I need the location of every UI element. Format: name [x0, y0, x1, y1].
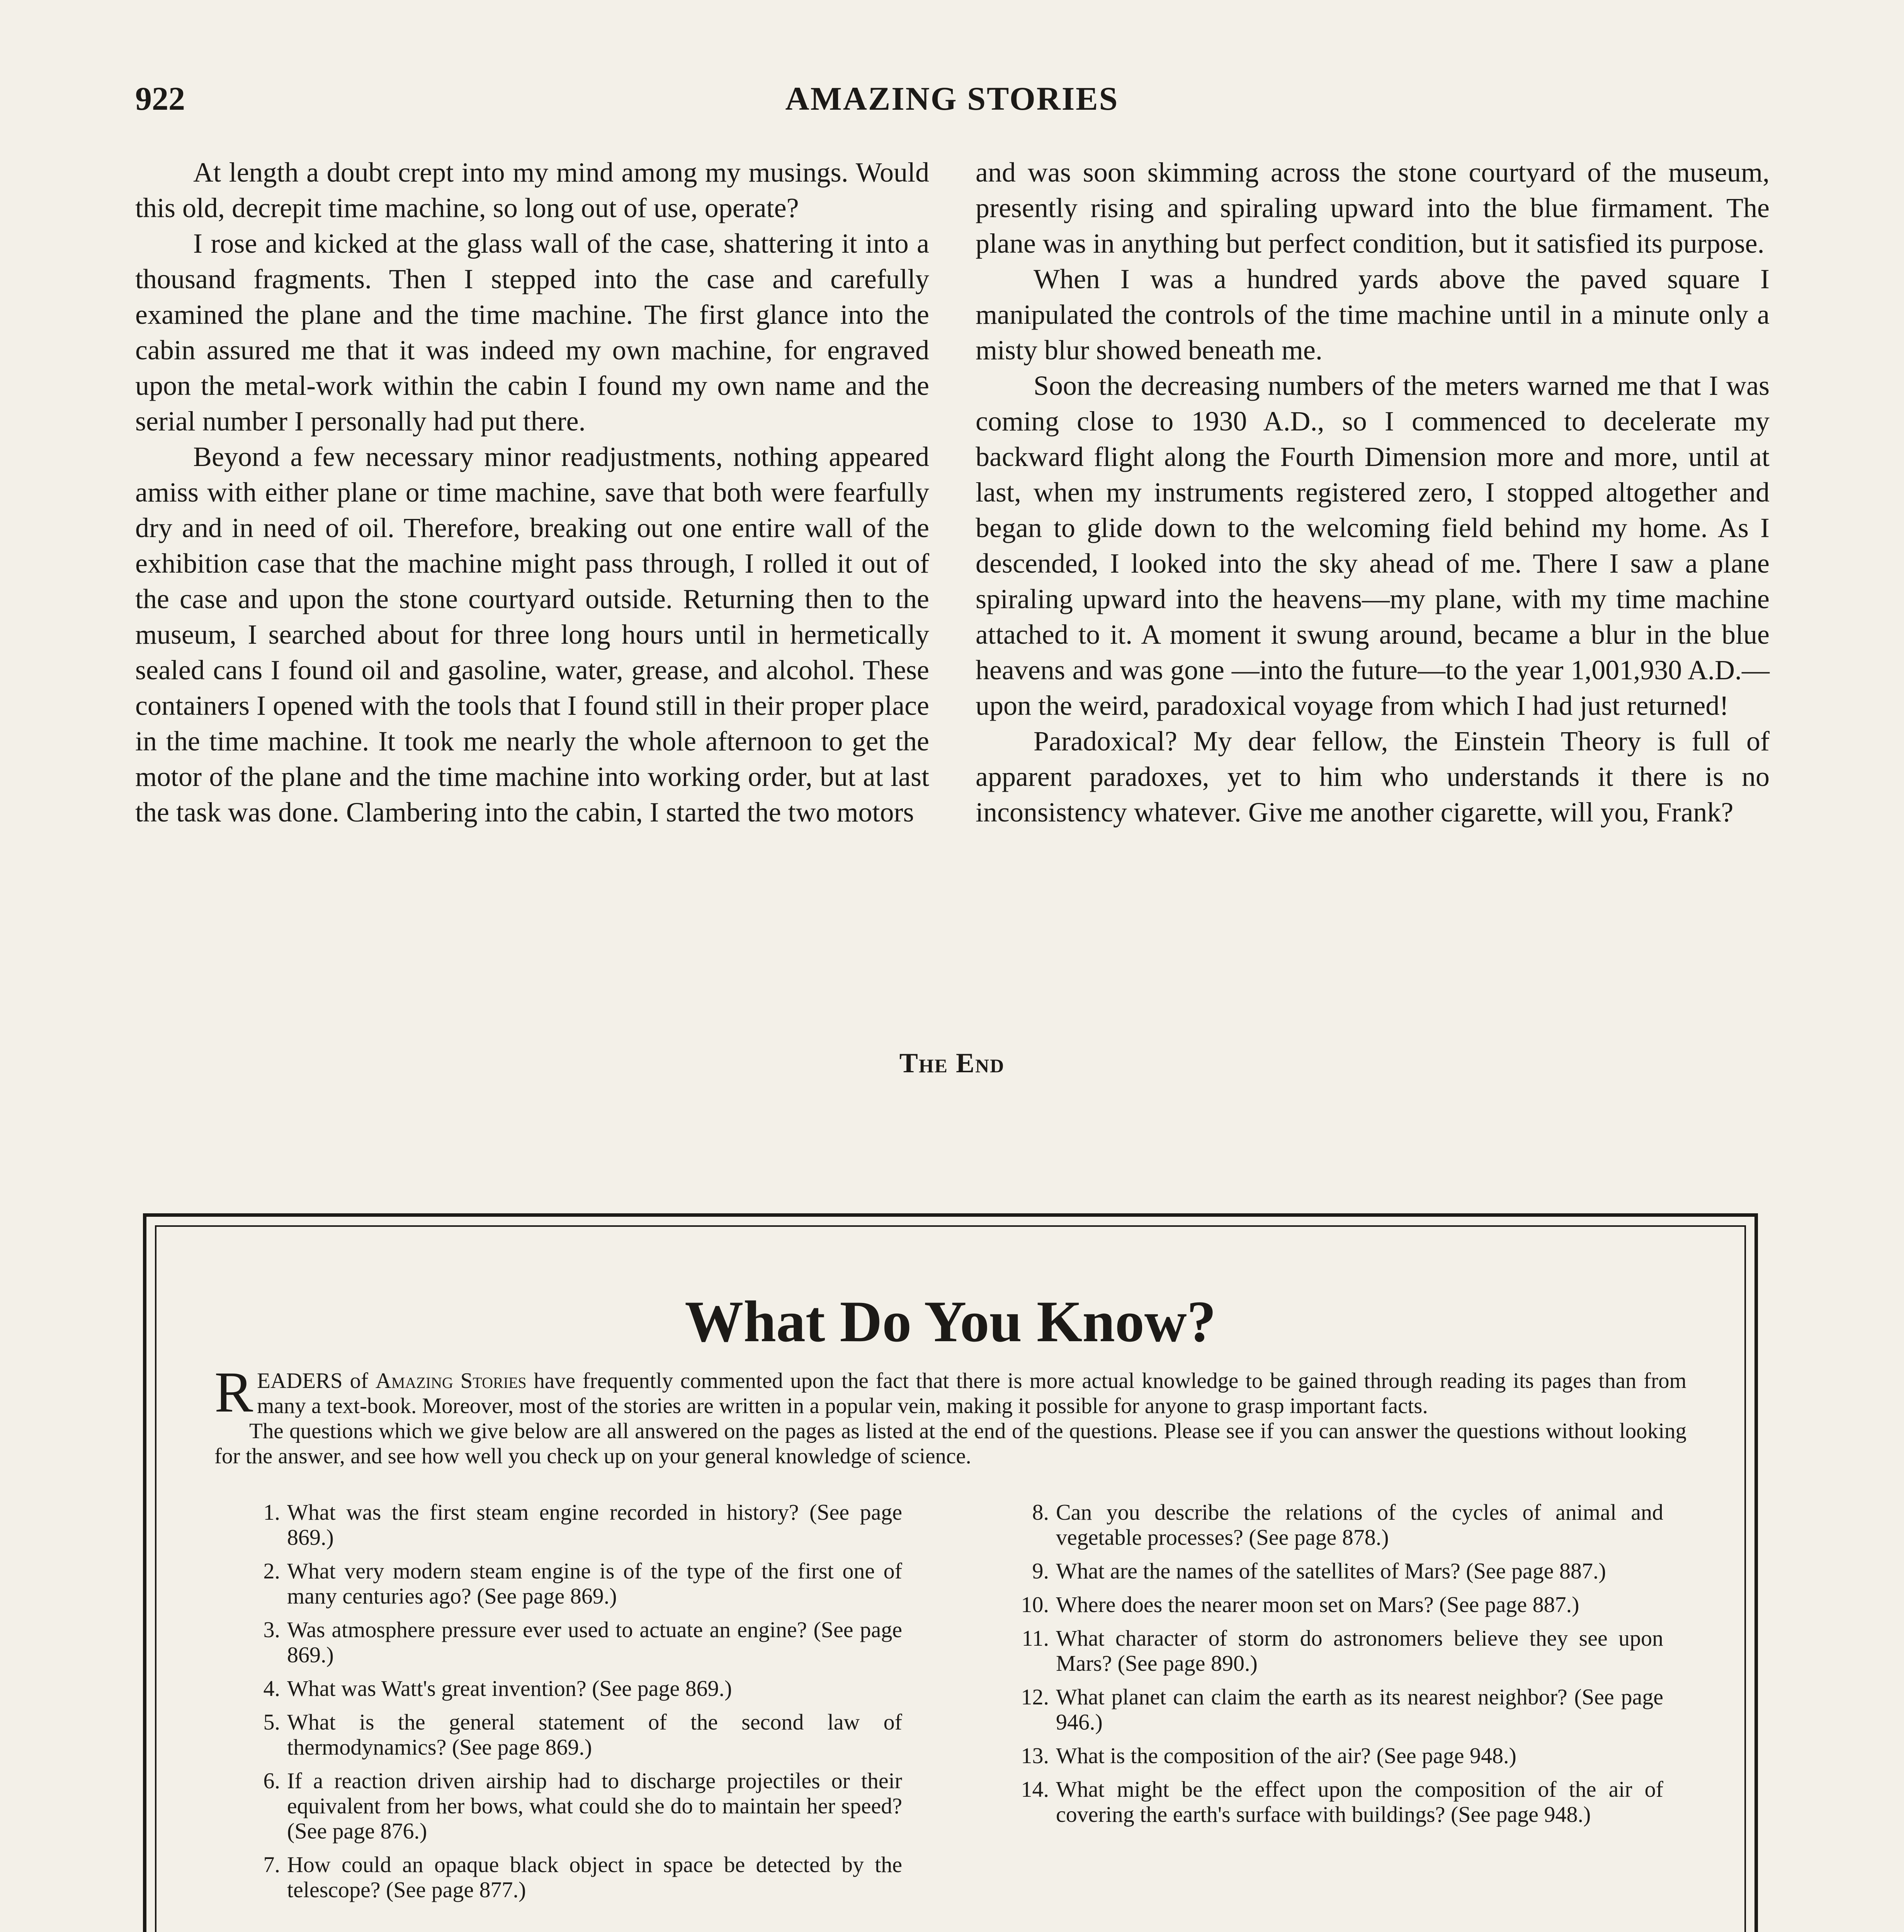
page-header — [135, 79, 1769, 126]
question-number: 3. — [263, 1617, 280, 1642]
question-column-right — [999, 1500, 1663, 1911]
quiz-dropcap: R — [214, 1360, 253, 1424]
question-number: 7. — [263, 1852, 280, 1877]
question-text: Where does the nearer moon set on Mars? (See page 887.) — [1056, 1592, 1579, 1617]
question-item — [238, 1676, 902, 1701]
question-item — [238, 1852, 902, 1902]
question-number: 9. — [1032, 1558, 1049, 1583]
story-right-column — [976, 155, 1770, 830]
question-column-left — [238, 1500, 902, 1911]
story-paragraph: Paradoxical? My dear fellow, the Einstein Theory is full of apparent paradoxes, yet to him who understands it there is no inconsistency whatever. Give me another cigarette, will you, Frank? — [976, 726, 1770, 828]
quiz-box-inner — [155, 1225, 1746, 1932]
quiz-intro-magazine: Amazing Stories — [375, 1369, 527, 1393]
question-text: What was the first steam engine recorded in history? (See page 869.) — [287, 1500, 902, 1550]
story-paragraph: Beyond a few necessary minor readjustments, nothing appeared amiss with either plane or time machine, save that both were fearfully dry and in need of oil. Therefore, breaking out one entire wall of the exhibition case that the machine might pass through, I rolled it out of the case and upon the stone courtyard outside. Returning then to the museum, I searched about for three long hours until in hermetically sealed cans I found oil and gasoline, water, grease, and alcohol. These containers I opened with the tools that I found still in their proper place in the time machine. It took me nearly the whole afternoon to get the motor of the plane and the time machine into working order, but at last the task was done. Clambering into the cabin, I started the two motors — [135, 441, 929, 828]
question-text: What planet can claim the earth as its nearest neighbor? (See page 946.) — [1056, 1684, 1663, 1735]
question-item — [999, 1743, 1663, 1768]
question-text: What character of storm do astronomers believe they see upon Mars? (See page 890.) — [1056, 1626, 1663, 1676]
question-text: What might be the effect upon the composition of the air of covering the earth's surface with buildings? (See page 948.) — [1056, 1777, 1663, 1827]
question-text: What was Watt's great invention? (See page 869.) — [287, 1676, 732, 1701]
quiz-title: What Do You Know? — [685, 1289, 1216, 1354]
story-paragraph: When I was a hundred yards above the paved square I manipulated the controls of the time machine until in a minute only a misty blur showed beneath me. — [976, 264, 1770, 366]
question-text: How could an opaque black object in space be detected by the telescope? (See page 877.) — [287, 1852, 902, 1902]
story-left-column — [135, 155, 929, 830]
question-item — [238, 1500, 902, 1550]
question-item — [238, 1768, 902, 1844]
quiz-intro-rest: have frequently commented upon the fact that there is more actual knowledge to be gained through reading its pages than from many a text-book. Moreover, most of the stories are written in a popular vein, making it possible for anyone to grasp important facts. — [257, 1369, 1686, 1418]
question-text: Was atmosphere pressure ever used to actuate an engine? (See page 869.) — [287, 1617, 902, 1667]
story-paragraph: and was soon skimming across the stone courtyard of the museum, presently rising and spiraling upward into the blue firmament. The plane was in anything but perfect condition, but it satisfied its purpose. — [976, 157, 1770, 259]
question-number: 5. — [263, 1709, 280, 1735]
question-item — [999, 1500, 1663, 1550]
the-end-label: The End — [899, 1048, 1005, 1078]
story-columns — [135, 155, 1770, 830]
story-paragraph: At length a doubt crept into my mind among my musings. Would this old, decrepit time machine, so long out of use, operate? — [135, 157, 929, 223]
quiz-instructions: The questions which we give below are all answered on the pages as listed at the end of the questions. Please see if you can answer the questions without looking for the answer, and see how well you check up on your general knowledge of science. — [214, 1419, 1686, 1468]
question-item — [999, 1558, 1663, 1583]
story-paragraph: Soon the decreasing numbers of the meters warned me that I was coming close to 1930 A.D., so I commenced to decelerate my backward flight along the Fourth Dimension more and more, until at last, when my instruments registered zero, I stopped altogether and began to glide down to the welcoming field behind my home. As I descended, I looked into the sky ahead of me. There I saw a plane spiraling upward into the heavens—my plane, with my time machine attached to it. A moment it swung around, became a blur in the blue heavens and was gone —into the future—to the year 1,001,930 A.D.—upon the weird, paradoxical voyage from which I had just returned! — [976, 370, 1770, 721]
question-item — [999, 1626, 1663, 1676]
question-number: 11. — [1022, 1626, 1049, 1651]
question-text: Can you describe the relations of the cycles of animal and vegetable processes? (See page 878.) — [1056, 1500, 1663, 1550]
quiz-intro-start: EADERS of — [257, 1369, 376, 1393]
quiz-intro — [214, 1360, 1686, 1424]
question-number: 4. — [263, 1676, 280, 1701]
question-item — [238, 1709, 902, 1760]
question-number: 12. — [1021, 1684, 1049, 1709]
question-item — [999, 1777, 1663, 1827]
question-item — [238, 1617, 902, 1667]
magazine-title: AMAZING STORIES — [785, 80, 1119, 117]
question-grid — [214, 1500, 1686, 1911]
page-number: 922 — [135, 80, 185, 117]
quiz-box — [143, 1213, 1758, 1932]
question-text: What are the names of the satellites of Mars? (See page 887.) — [1056, 1558, 1606, 1583]
question-number: 13. — [1021, 1743, 1049, 1768]
question-number: 6. — [263, 1768, 280, 1793]
question-number: 1. — [263, 1500, 280, 1525]
question-number: 2. — [263, 1558, 280, 1583]
question-text: What very modern steam engine is of the type of the first one of many centuries ago? (See page 869.) — [287, 1558, 902, 1609]
question-item — [999, 1684, 1663, 1735]
question-item — [999, 1592, 1663, 1617]
question-number: 14. — [1021, 1777, 1049, 1802]
question-text: What is the composition of the air? (See page 948.) — [1056, 1743, 1516, 1768]
question-item — [238, 1558, 902, 1609]
question-number: 10. — [1021, 1592, 1049, 1617]
story-paragraph: I rose and kicked at the glass wall of the case, shattering it into a thousand fragments. Then I stepped into the case and carefully examined the plane and the time machine. The first glance into the cabin assured me that it was indeed my own machine, for engraved upon the metal-work within the cabin I found my own name and the serial number I personally had put there. — [135, 228, 929, 437]
question-text: What is the general statement of the second law of thermodynamics? (See page 869.) — [287, 1709, 902, 1760]
question-text: If a reaction driven airship had to discharge projectiles or their equivalent from her bows, what could she do to maintain her speed? (See page 876.) — [287, 1768, 902, 1844]
question-number: 8. — [1032, 1500, 1049, 1525]
